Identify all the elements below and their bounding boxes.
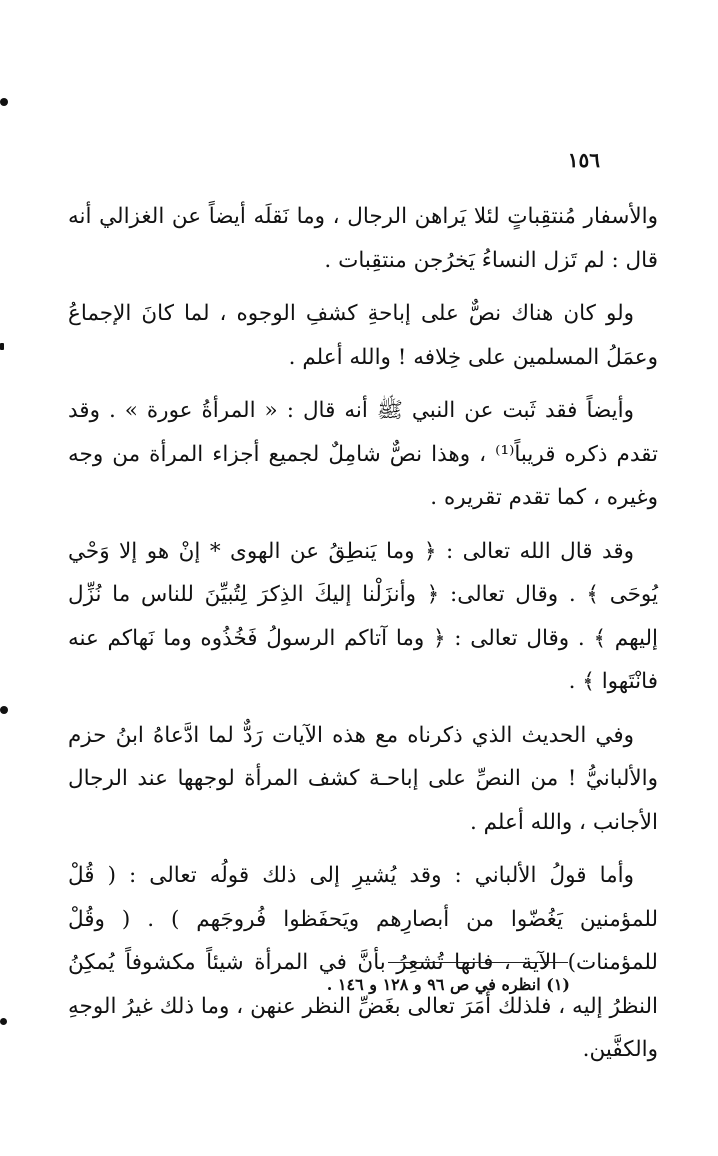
main-text — [68, 195, 658, 1082]
paragraph: وأيضاً فقد ثَبت عن النبي ﷺ أنه قال : « المرأةُ عورة » . وقد تقدم ذكره قريباً⁽¹⁾ ، وهذا نصٌّ شامِلٌ لجميع أجزاء المرأة من وجه وغيره ، كما تقدم تقريره . — [68, 398, 658, 510]
footnote-divider — [388, 962, 568, 963]
margin-mark — [0, 1018, 7, 1025]
page-number: ١٥٦ — [567, 148, 600, 172]
margin-mark — [0, 343, 4, 350]
paragraph: والأسفار مُنتقِباتٍ لئلا يَراهن الرجال ، وما نَقلَه أيضاً عن الغزالي أنه قال : لم تَزل النساءُ يَخرُجن منتقِبات . — [68, 204, 658, 273]
paragraph: وفي الحديث الذي ذكرناه مع هذه الآيات رَدٌّ لما ادَّعاهُ ابنُ حزم والألبانيُّ ! من النصِّ على إباحـة كشف المرأة لوجهها عند الرجال الأجانب ، والله أعلم . — [68, 722, 658, 835]
paragraph: ولو كان هناك نصٌّ على إباحةِ كشفِ الوجوه ، لما كانَ الإجماعُ وعمَلُ المسلمين على خِلافه ! والله أعلم . — [68, 301, 658, 370]
paragraph: وقد قال الله تعالى : ﴿ وما يَنطِقُ عن الهوى * إنْ هو إلا وَحْي يُوحَى ﴾ . وقال تعالى: ﴿ وأنزَلْنا إليكَ الذِكرَ لِتُبيِّنَ للناس ما نُزِّل إليهم ﴾ . وقال تعالى : ﴿ وما آتاكم الرسولُ فَخُذُوه وما نَهاكم عنه فانْتَهوا ﴾ . — [68, 538, 658, 694]
paragraph: وأما قولُ الألباني : وقد يُشيرِ إلى ذلك قولُه تعالى : ( قُلْ للمؤمنين يَغُضّوا من أبصارِهم ويَحفَظوا فُروجَهم ) . ( وقُلْ للمؤمنات) الآية ، فانها تُشعِرُ بأنَّ في المرأة شيئاً مكشوفاً يُمكِنُ النظرُ إليه ، فلذلك أمَرَ تعالى بغَضِّ النظر عنهن ، وما ذلك غيرُ الوجهِ والكفَّين. — [68, 863, 658, 1062]
footnote: (١) انظره في ص ٩٦ و ١٢٨ و ١٤٦ . — [326, 975, 570, 994]
margin-mark — [0, 98, 8, 106]
margin-mark — [0, 706, 8, 714]
